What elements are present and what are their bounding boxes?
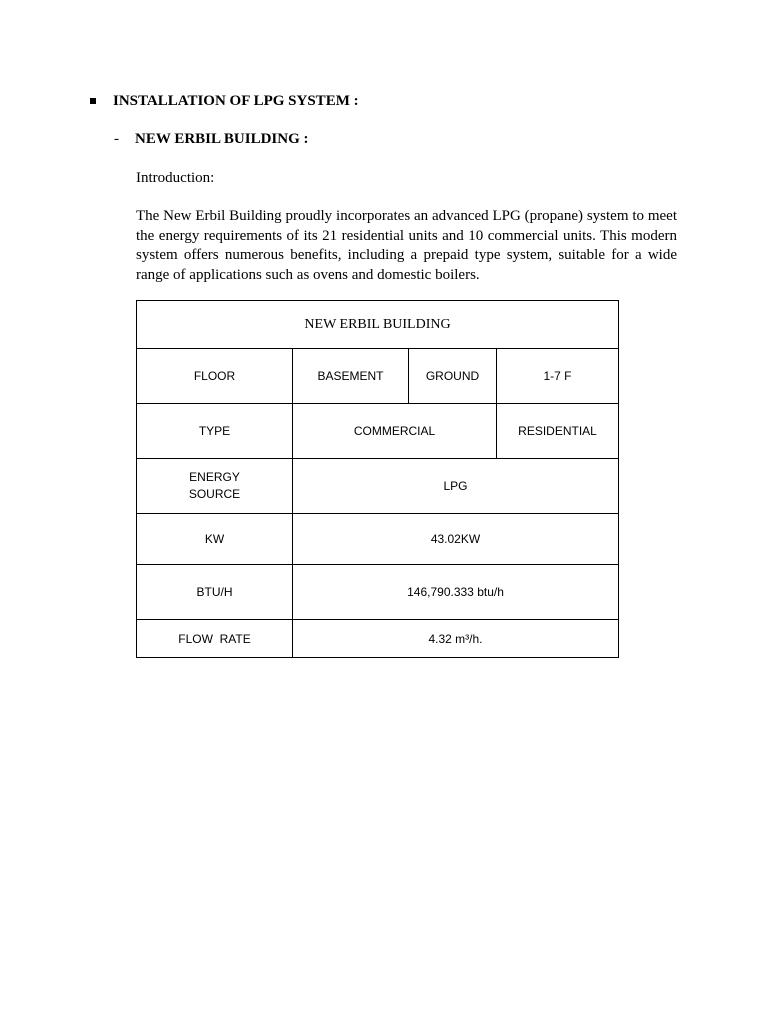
floor-upper: 1-7 F — [497, 349, 619, 404]
flow-value: 4.32 m³/h. — [293, 620, 619, 658]
table-row — [137, 565, 619, 620]
square-bullet-icon — [90, 98, 96, 104]
section-heading — [90, 93, 359, 110]
flow-label: FLOW RATE — [137, 620, 293, 658]
floor-label: FLOOR — [137, 349, 293, 404]
energy-value: LPG — [293, 459, 619, 514]
table-row — [137, 620, 619, 658]
table-row — [137, 301, 619, 349]
btu-label: BTU/H — [137, 565, 293, 620]
table-row — [137, 349, 619, 404]
energy-label-text — [189, 469, 240, 503]
dash-bullet: - — [114, 131, 119, 147]
energy-label — [137, 459, 293, 514]
type-residential: RESIDENTIAL — [497, 404, 619, 459]
building-spec-table — [136, 300, 619, 658]
floor-basement: BASEMENT — [293, 349, 409, 404]
section-heading-text: INSTALLATION OF LPG SYSTEM : — [113, 93, 359, 109]
intro-label: Introduction: — [136, 170, 215, 186]
table-row — [137, 459, 619, 514]
subsection-heading — [114, 131, 309, 148]
table-row — [137, 514, 619, 565]
energy-label-line2: SOURCE — [188, 487, 241, 501]
intro-paragraph: The New Erbil Building proudly incorporates an advanced LPG (propane) system to meet the energy requirements of its 21 residential units and 10 commercial units. This modern system offers numerous benefits, including a prepaid type system, suitable for a wide range of applications such as ovens and domestic boilers. — [136, 208, 677, 283]
type-commercial: COMMERCIAL — [293, 404, 497, 459]
btu-value: 146,790.333 btu/h — [293, 565, 619, 620]
energy-label-line1: ENERGY — [189, 470, 240, 484]
table-title: NEW ERBIL BUILDING — [137, 301, 619, 349]
floor-ground: GROUND — [409, 349, 497, 404]
kw-label: KW — [137, 514, 293, 565]
kw-value: 43.02KW — [293, 514, 619, 565]
subsection-heading-text: NEW ERBIL BUILDING : — [135, 131, 309, 147]
type-label: TYPE — [137, 404, 293, 459]
table-row — [137, 404, 619, 459]
